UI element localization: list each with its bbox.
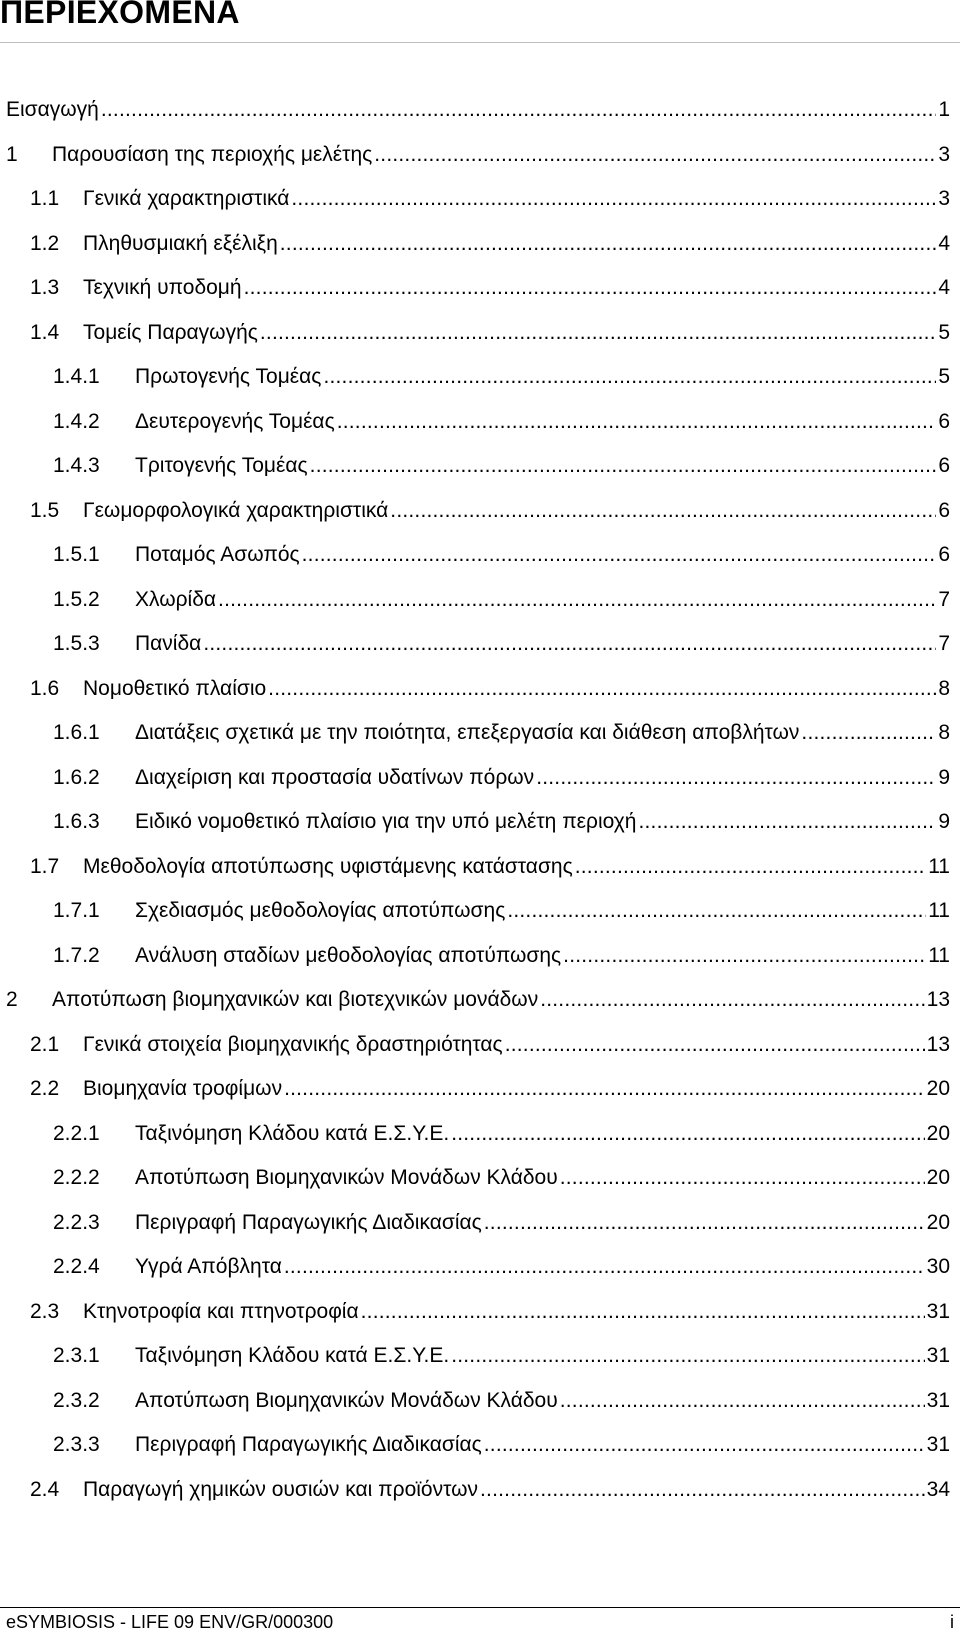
toc-label: Περιγραφή Παραγωγικής Διαδικασίας <box>135 1211 482 1234</box>
toc-label: Παρουσίαση της περιοχής μελέτης <box>52 143 373 166</box>
toc-number: 1.4.3 <box>53 454 100 477</box>
toc-number: 2.2 <box>30 1077 60 1100</box>
toc-leader <box>203 630 936 658</box>
toc-number: 2.3.2 <box>53 1389 100 1412</box>
toc-number: 1.5.2 <box>53 588 100 611</box>
toc-leader <box>390 497 936 525</box>
toc-page: 6 <box>938 499 950 522</box>
toc-label: Ανάλυση σταδίων μεθοδολογίας αποτύπωσης <box>135 944 562 967</box>
toc-number: 1.1 <box>30 187 60 210</box>
toc-page: 9 <box>938 766 950 789</box>
toc-label: Σχεδιασμός μεθοδολογίας αποτύπωσης <box>135 899 506 922</box>
toc-entry[interactable] <box>53 452 950 480</box>
toc-entry[interactable] <box>6 986 950 1014</box>
toc-entry[interactable] <box>53 1164 950 1192</box>
toc-leader <box>244 274 937 302</box>
toc-label: Τεχνική υποδομή <box>83 276 242 299</box>
toc-entry[interactable] <box>53 1253 950 1281</box>
toc-page: 6 <box>938 454 950 477</box>
toc-page: 31 <box>926 1433 950 1456</box>
footer-divider <box>0 1607 960 1608</box>
toc-label: Πληθυσμιακή εξέλιξη <box>83 232 278 255</box>
toc-leader <box>291 185 936 213</box>
toc-page: 5 <box>938 365 950 388</box>
toc-entry[interactable] <box>30 1298 950 1326</box>
toc-label: Διαχείριση και προστασία υδατίνων πόρων <box>135 766 535 789</box>
toc-leader <box>540 986 924 1014</box>
toc-number: 1.5.3 <box>53 632 100 655</box>
toc-page: 9 <box>938 810 950 833</box>
toc-page: 4 <box>938 276 950 299</box>
toc-leader <box>484 1209 925 1237</box>
toc-page: 7 <box>938 632 950 655</box>
toc-entry[interactable] <box>30 230 950 258</box>
footer-page-number: i <box>950 1612 954 1632</box>
toc-label: Περιγραφή Παραγωγικής Διαδικασίας <box>135 1433 482 1456</box>
toc-leader <box>536 764 936 792</box>
toc-label: Αποτύπωση Βιομηχανικών Μονάδων Κλάδου <box>135 1389 558 1412</box>
toc-leader <box>505 1031 925 1059</box>
toc-leader <box>801 719 936 747</box>
toc-entry[interactable] <box>53 808 950 836</box>
toc-page: 31 <box>926 1300 950 1323</box>
toc-leader <box>310 452 937 480</box>
toc-label: Γεωμορφολογικά χαρακτηριστικά <box>83 499 389 522</box>
toc-entry[interactable] <box>30 1075 950 1103</box>
toc-page: 20 <box>926 1211 950 1234</box>
toc-number: 1.7 <box>30 855 60 878</box>
toc-leader <box>284 1075 925 1103</box>
toc-number: 2.1 <box>30 1033 60 1056</box>
toc-page: 31 <box>926 1389 950 1412</box>
page-footer <box>6 1612 954 1633</box>
toc-label: Μεθοδολογία αποτύπωσης υφιστάμενης κατάστασης <box>83 855 573 878</box>
toc-label: Ταξινόμηση Κλάδου κατά Ε.Σ.Υ.Ε. <box>135 1344 450 1367</box>
toc-label: Ταξινόμηση Κλάδου κατά Ε.Σ.Υ.Ε. <box>135 1122 450 1145</box>
toc-page: 20 <box>926 1166 950 1189</box>
toc-entry[interactable] <box>30 1031 950 1059</box>
toc-entry[interactable] <box>53 363 950 391</box>
toc-number: 1.7.1 <box>53 899 100 922</box>
toc-page: 31 <box>926 1344 950 1367</box>
toc-page: 1 <box>938 98 950 121</box>
toc-number: 2.2.4 <box>53 1255 100 1278</box>
toc-label: Τριτογενής Τομέας <box>135 454 308 477</box>
toc-entry[interactable] <box>53 1387 950 1415</box>
toc-number: 2.3.3 <box>53 1433 100 1456</box>
footer-project-id: eSYMBIOSIS - LIFE 09 ENV/GR/000300 <box>6 1612 334 1632</box>
toc-label: Παραγωγή χημικών ουσιών και προϊόντων <box>83 1478 479 1501</box>
toc-label: Αποτύπωση Βιομηχανικών Μονάδων Κλάδου <box>135 1166 558 1189</box>
toc-label: Κτηνοτροφία και πτηνοτροφία <box>83 1300 359 1323</box>
toc-entry[interactable] <box>53 1209 950 1237</box>
toc-leader <box>560 1387 925 1415</box>
toc-entry[interactable] <box>6 96 950 124</box>
toc-leader <box>563 942 926 970</box>
toc-leader <box>361 1298 925 1326</box>
toc-number: 1.4.2 <box>53 410 100 433</box>
toc-number: 1.6.3 <box>53 810 100 833</box>
toc-entry[interactable] <box>6 141 950 169</box>
toc-label: Πρωτογενής Τομέας <box>135 365 322 388</box>
page-title: ΠΕΡΙΕΧΟΜΕΝΑ <box>0 0 240 30</box>
toc-leader <box>451 1120 924 1148</box>
toc-entry[interactable] <box>53 764 950 792</box>
toc-page: 3 <box>938 143 950 166</box>
toc-number: 1.4 <box>30 321 60 344</box>
toc-page: 34 <box>926 1478 950 1501</box>
toc-number: 1.5.1 <box>53 543 100 566</box>
toc-page: 8 <box>938 721 950 744</box>
toc-label: Τομείς Παραγωγής <box>83 321 258 344</box>
toc-number: 1.4.1 <box>53 365 100 388</box>
toc-leader <box>638 808 936 836</box>
toc-label: Δευτερογενής Τομέας <box>135 410 335 433</box>
toc-leader <box>451 1342 924 1370</box>
toc-number: 1.7.2 <box>53 944 100 967</box>
toc-number: 2 <box>6 988 18 1011</box>
toc-leader <box>268 675 936 703</box>
toc-leader <box>302 541 937 569</box>
toc-leader <box>507 897 926 925</box>
toc-page: 6 <box>938 410 950 433</box>
toc-leader <box>575 853 926 881</box>
toc-entry[interactable] <box>53 408 950 436</box>
toc-page: 6 <box>938 543 950 566</box>
toc-leader <box>323 363 936 391</box>
toc-leader <box>484 1431 925 1459</box>
toc-entry[interactable] <box>53 1342 950 1370</box>
toc-number: 2.3 <box>30 1300 60 1323</box>
toc-label: Ποταμός Ασωπός <box>135 543 300 566</box>
toc-number: 1.6 <box>30 677 60 700</box>
toc-leader <box>480 1476 925 1504</box>
toc-entry[interactable] <box>30 274 950 302</box>
toc-label: Γενικά χαρακτηριστικά <box>83 187 290 210</box>
toc-label: Νομοθετικό πλαίσιο <box>83 677 267 700</box>
toc-entry[interactable] <box>53 719 950 747</box>
toc-page: 30 <box>926 1255 950 1278</box>
toc-page: 11 <box>928 899 950 922</box>
toc-number: 2.2.2 <box>53 1166 100 1189</box>
toc-leader <box>560 1164 925 1192</box>
toc-label: Χλωρίδα <box>135 588 217 611</box>
toc-entry[interactable] <box>30 675 950 703</box>
toc-leader <box>280 230 937 258</box>
toc-label: Ειδικό νομοθετικό πλαίσιο για την υπό μελέτη περιοχή <box>135 810 637 833</box>
toc-number: 2.2.1 <box>53 1122 100 1145</box>
toc-leader <box>260 319 936 347</box>
toc-number: 1 <box>6 143 18 166</box>
toc-page: 5 <box>938 321 950 344</box>
toc-label: Βιομηχανία τροφίμων <box>83 1077 283 1100</box>
toc-label: Πανίδα <box>135 632 202 655</box>
toc-number: 1.5 <box>30 499 60 522</box>
toc-label: Διατάξεις σχετικά με την ποιότητα, επεξεργασία και διάθεση αποβλήτων <box>135 721 800 744</box>
toc-entry[interactable] <box>30 185 950 213</box>
toc-page: 13 <box>926 1033 950 1056</box>
toc-entry[interactable] <box>30 853 950 881</box>
toc-label: Εισαγωγή <box>6 98 99 121</box>
toc-number: 1.3 <box>30 276 60 299</box>
toc-entry[interactable] <box>53 630 950 658</box>
toc-leader <box>337 408 937 436</box>
title-divider <box>0 42 960 43</box>
toc-page: 20 <box>926 1077 950 1100</box>
toc-entry[interactable] <box>30 497 950 525</box>
toc-entry[interactable] <box>53 586 950 614</box>
toc-leader <box>374 141 936 169</box>
toc-page: 20 <box>926 1122 950 1145</box>
toc-number: 1.6.2 <box>53 766 100 789</box>
toc-entry[interactable] <box>53 942 950 970</box>
toc-entry[interactable] <box>53 897 950 925</box>
toc-page: 11 <box>928 944 950 967</box>
toc-entry[interactable] <box>53 1431 950 1459</box>
toc-label: Υγρά Απόβλητα <box>135 1255 282 1278</box>
toc-entry[interactable] <box>53 1120 950 1148</box>
toc-label: Γενικά στοιχεία βιομηχανικής δραστηριότητας <box>83 1033 503 1056</box>
toc-page: 13 <box>926 988 950 1011</box>
toc-entry[interactable] <box>30 1476 950 1504</box>
toc-number: 2.4 <box>30 1478 60 1501</box>
toc-number: 1.2 <box>30 232 60 255</box>
toc-page: 4 <box>938 232 950 255</box>
toc-entry[interactable] <box>30 319 950 347</box>
toc-page: 11 <box>928 855 950 878</box>
toc-leader <box>101 96 936 124</box>
toc-entry[interactable] <box>53 541 950 569</box>
toc-number: 2.2.3 <box>53 1211 100 1234</box>
toc-leader <box>218 586 936 614</box>
toc-number: 2.3.1 <box>53 1344 100 1367</box>
toc-page: 3 <box>938 187 950 210</box>
toc-page: 8 <box>938 677 950 700</box>
toc-leader <box>284 1253 925 1281</box>
toc-label: Αποτύπωση βιομηχανικών και βιοτεχνικών μονάδων <box>52 988 539 1011</box>
toc-number: 1.6.1 <box>53 721 100 744</box>
toc-page: 7 <box>938 588 950 611</box>
